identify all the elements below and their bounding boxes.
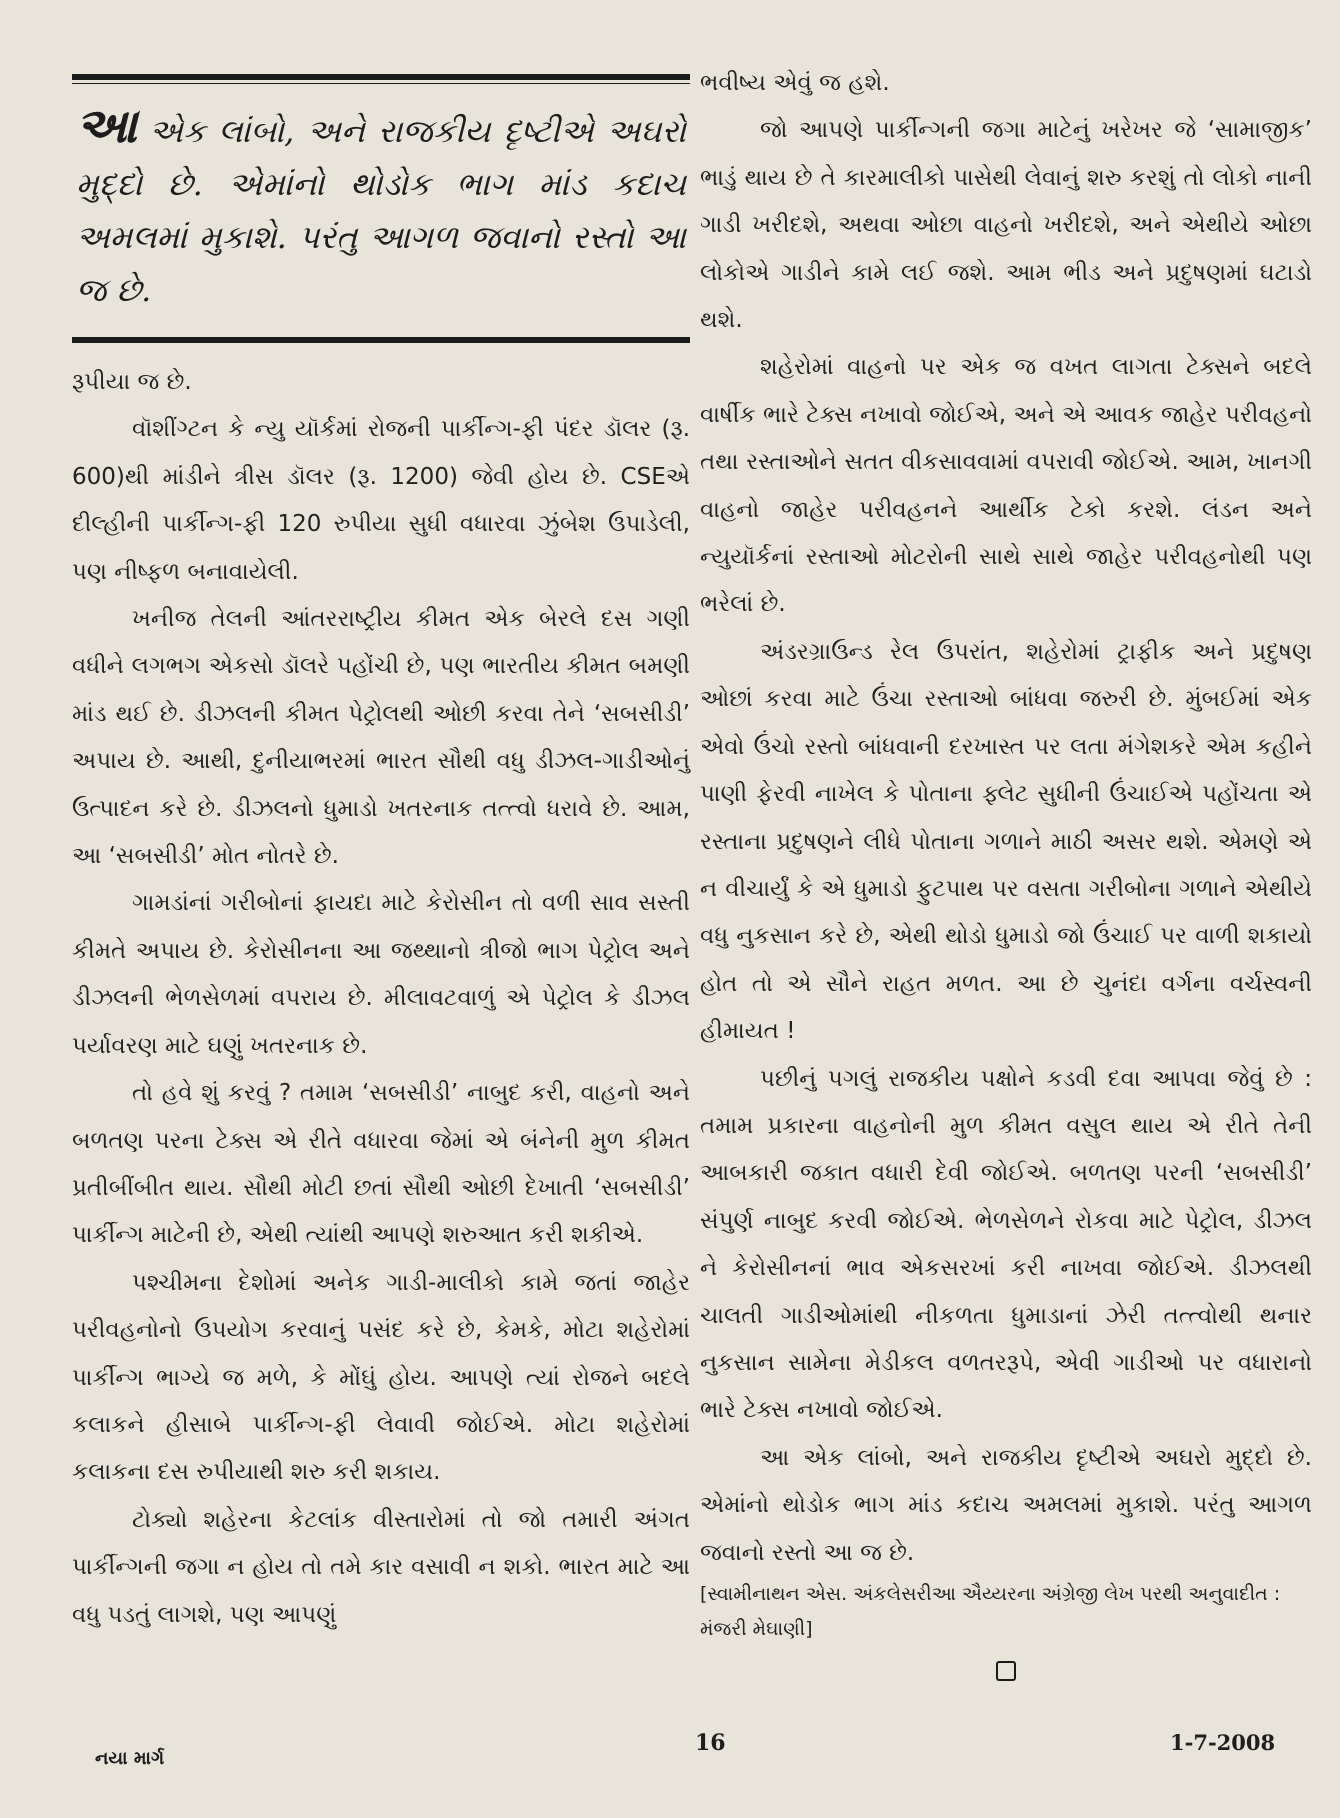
- end-mark-icon: [996, 1661, 1016, 1681]
- left-paragraph-5: તો હવે શું કરવું ? તમામ ‘સબસીડી’ નાબુદ કરી, વાહનો અને બળતણ પરના ટેક્સ એ રીતે વધારવા જેમાં એ બંનેની મુળ કીમત પ્રતીબીંબીત થાય. સૌથી મોટી છતાં સૌથી ઓછી દેખાતી ‘સબસીડી’ પાર્કીન્ગ માટેની છે, એથી ત્યાંથી આપણે શરુઆત કરી શકીએ.: [72, 1080, 690, 1249]
- right-paragraph-2: જો આપણે પાર્કીન્ગની જગા માટેનું ખરેખર જે ‘સામાજીક’ ભાડું થાય છે તે કારમાલીકો પાસેથી લેવાનું શરુ કરશું તો લોકો નાની ગાડી ખરીદશે, અથવા ઓછા વાહનો ખરીદશે, અને એથીયે ઓછા લોકોએ ગાડીને કામે લઈ જશે. આમ ભીડ અને પ્રદુષણમાં ઘટાડો થશે.: [700, 117, 1312, 334]
- page-number: 16: [695, 1730, 726, 1756]
- pullquote: [72, 84, 690, 323]
- right-paragraph-3: શહેરોમાં વાહનો પર એક જ વખત લાગતા ટેક્સને બદલે વાર્ષીક ભારે ટેક્સ નખાવો જોઈએ, અને એ આવક જાહેર પરીવહનો તથા રસ્તાઓને સતત વીકસાવવામાં વપરાવી જોઈએ. આમ, ખાનગી વાહનો જાહેર પરીવહનને આર્થીક ટેકો કરશે. લંડન અને ન્યુયૉર્કનાં રસ્તાઓ મોટરોની સાથે સાથે જાહેર પરીવહનોથી પણ ભરેલાં છે.: [700, 354, 1312, 618]
- left-column: [72, 60, 690, 1639]
- left-paragraph-7: ટોક્યો શહેરના કેટલાંક વીસ્તારોમાં તો જો તમારી અંગત પાર્કીન્ગની જગા ન હોય તો તમે કાર વસાવી ન શકો. ભારત માટે આ વધુ પડતું લાગશે, પણ આપણું: [72, 1506, 690, 1628]
- translation-credit: [સ્વામીનાથન એસ. અંકલેસરીઆ ઐય્યરના અંગ્રેજી લેખ પરથી અનુવાદીત : મંજરી મેઘાણી]: [700, 1583, 1281, 1640]
- right-paragraph-1: ભવીષ્ય એવું જ હશે.: [700, 70, 890, 96]
- right-paragraph-4: અંડરગ્રાઉન્ડ રેલ ઉપરાંત, શહેરોમાં ટ્રાફીક અને પ્રદુષણ ઓછાં કરવા માટે ઉંચા રસ્તાઓ બાંધવા જરુરી છે. મુંબઈમાં એક એવો ઉંચો રસ્તો બાંધવાની દરખાસ્ત પર લતા મંગેશકરે એમ કહીને પાણી ફેરવી નાખેલ કે પોતાના ફ્લેટ સુધીની ઉંચાઈએ પહોંચતા એ રસ્તાના પ્રદુષણને લીધે પોતાના ગળાને માઠી અસર થશે. એમણે એ ન વીચાર્યું કે એ ધુમાડો ફુટપાથ પર વસતા ગરીબોના ગળાને એથીયે વધુ નુકસાન કરે છે, એથી થોડો ધુમાડો જો ઉંચાઈ પર વાળી શકાયો હોત તો એ સૌને રાહત મળત. આ છે ચુનંદા વર્ગના વર્ચસ્વની હીમાયત !: [700, 638, 1312, 1045]
- left-paragraph-2: વૉશીંગ્ટન કે ન્યુ યૉર્કમાં રોજની પાર્કીન્ગ-ફી પંદર ડૉલર (રૂ. 600)થી માંડીને ત્રીસ ડૉલર (રૂ. 1200) જેવી હોય છે. CSEએ દીલ્હીની પાર્કીન્ગ-ફી 120 રુપીયા સુધી વધારવા ઝુંબેશ ઉપાડેલી, પણ નીષ્ફળ બનાવાયેલી.: [72, 416, 690, 585]
- left-paragraph-3: ખનીજ તેલની આંતરરાષ્ટ્રીય કીમત એક બેરલે દસ ગણી વધીને લગભગ એકસો ડૉલરે પહોંચી છે, પણ ભારતીય કીમત બમણી માંડ થઈ છે. ડીઝલની કીમત પેટ્રોલથી ઓછી કરવા તેને ‘સબસીડી’ અપાય છે. આથી, દુનીયાભરમાં ભારત સૌથી વધુ ડીઝલ-ગાડીઓનું ઉત્પાદન કરે છે. ડીઝલનો ધુમાડો ખતરનાક તત્ત્વો ધરાવે છે. આમ, આ ‘સબસીડી’ મોત નોતરે છે.: [72, 606, 690, 870]
- left-paragraph-1: રૂપીયા જ છે.: [72, 369, 192, 395]
- right-paragraph-5: પછીનું પગલું રાજકીય પક્ષોને કડવી દવા આપવા જેવું છે : તમામ પ્રકારના વાહનોની મુળ કીમત વસુલ થાય એ રીતે તેની આબકારી જકાત વધારી દેવી જોઈએ. બળતણ પરની ‘સબસીડી’ સંપુર્ણ નાબુદ કરવી જોઈએ. ભેળસેળને રોકવા માટે પેટ્રોલ, ડીઝલ ને કેરોસીનનાં ભાવ એકસરખાં કરી નાખવા જોઈએ. ડીઝલથી ચાલતી ગાડીઓમાંથી નીકળતા ધુમાડાનાં ઝેરી તત્ત્વોથી થનાર નુકસાન સામેના મેડીકલ વળતરરૂપે, એવી ગાડીઓ પર વધારાનો ભારે ટેક્સ નખાવો જોઈએ.: [700, 1065, 1312, 1424]
- right-column: [700, 60, 1312, 1681]
- pullquote-text: એક લાંબો, અને રાજકીય દૃષ્ટીએ અઘરો મુદ્દો છે. એમાંનો થોડોક ભાગ માંડ કદાચ અમલમાં મુકાશે. પરંતુ આગળ જવાનો રસ્તો આ જ છે.: [76, 112, 686, 309]
- pullquote-lead-word: આ: [76, 98, 138, 154]
- issue-date: 1-7-2008: [1170, 1730, 1276, 1755]
- right-paragraph-6: આ એક લાંબો, અને રાજકીય દૃષ્ટીએ અઘરો મુદ્દો છે. એમાંનો થોડોક ભાગ માંડ કદાચ અમલમાં મુકાશે. પરંતુ આગળ જવાનો રસ્તો આ જ છે.: [700, 1444, 1312, 1566]
- page-footer: [0, 1716, 1340, 1776]
- left-paragraph-4: ગામડાંનાં ગરીબોનાં ફાયદા માટે કેરોસીન તો વળી સાવ સસ્તી કીમતે અપાય છે. કેરોસીનના આ જથ્થાનો ત્રીજો ભાગ પેટ્રોલ અને ડીઝલની ભેળસેળમાં વપરાય છે. મીલાવટવાળું એ પેટ્રોલ કે ડીઝલ પર્યાવરણ માટે ઘણું ખતરનાક છે.: [72, 890, 690, 1059]
- left-paragraph-6: પશ્ચીમના દેશોમાં અનેક ગાડી-માલીકો કામે જતાં જાહેર પરીવહનોનો ઉપયોગ કરવાનું પસંદ કરે છે, કેમકે, મોટા શહેરોમાં પાર્કીન્ગ ભાગ્યે જ મળે, કે મોંઘું હોય. આપણે ત્યાં રોજને બદલે કલાકને હીસાબે પાર્કીન્ગ-ફી લેવાવી જોઈએ. મોટા શહેરોમાં કલાકના દસ રુપીયાથી શરુ કરી શકાય.: [72, 1269, 690, 1486]
- magazine-name: નયા માર્ગ: [95, 1748, 165, 1769]
- pullquote-top-rule: [72, 74, 690, 80]
